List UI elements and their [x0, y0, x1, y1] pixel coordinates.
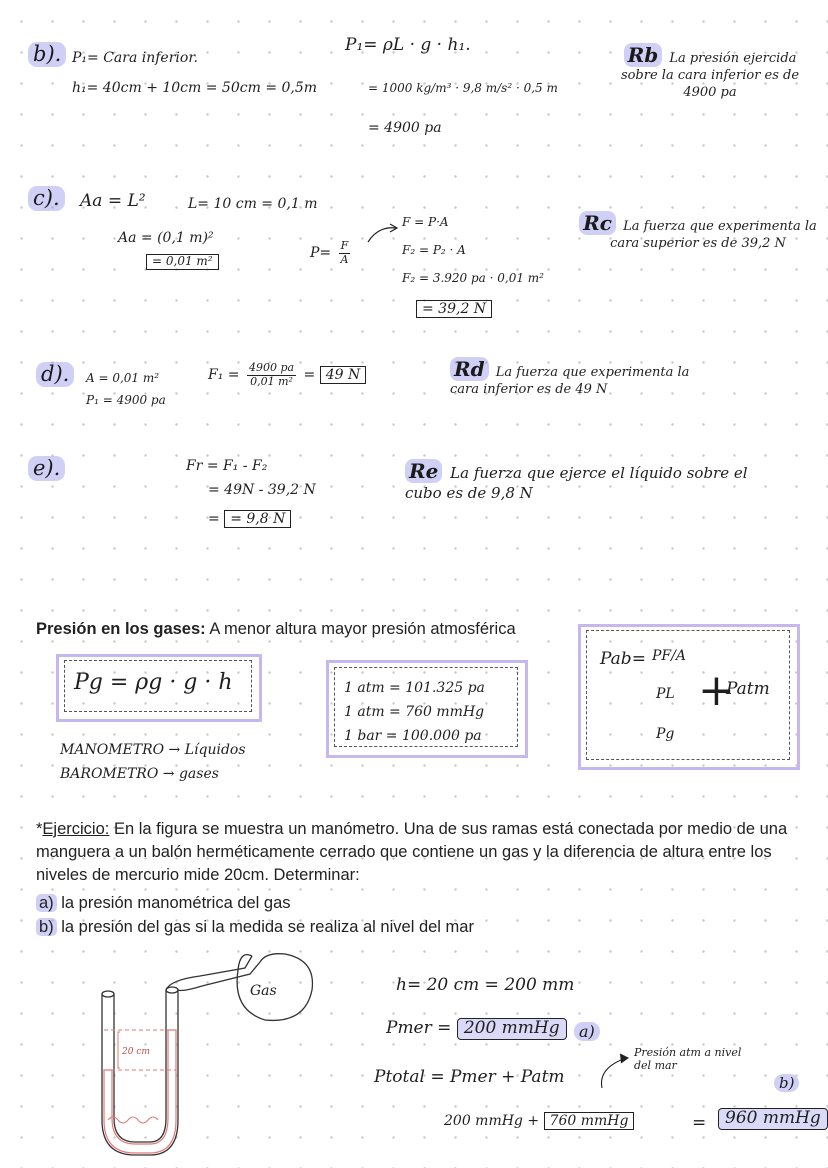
gas-label: Gas	[250, 983, 277, 999]
solution-h: h= 20 cm = 200 mm	[396, 975, 575, 995]
solution-sum-left: 200 mmHg +	[444, 1113, 540, 1129]
c-area-result-box: = 0,01 m²	[146, 254, 219, 270]
conv-line2: 1 atm = 760 mmHg	[344, 704, 485, 720]
exercise-item-b	[36, 916, 474, 939]
e-line3: = = 9,8 N	[208, 510, 291, 528]
c-answer-text: La fuerza que experimenta la cara superior es de 39,2 N	[610, 219, 817, 251]
d-f1-formula	[208, 362, 366, 388]
exercise-prefix: *	[36, 820, 43, 838]
c-area-calc: Aa = (0,1 m)²	[118, 230, 214, 246]
solution-equals: =	[692, 1113, 707, 1133]
solution-note: Presión atm a nivel del mar	[634, 1046, 742, 1073]
solution-tag-b: b)	[774, 1074, 799, 1092]
gases-heading-bold: Presión en los gases:	[36, 620, 206, 638]
solution-sum-box: 760 mmHg	[544, 1112, 635, 1130]
exercise-item-b-text: la presión del gas si la medida se realiza al nivel del mar	[56, 918, 474, 936]
pab-patm: Patm	[726, 679, 770, 699]
d-answer-tag: Rd	[450, 357, 489, 381]
pab-option-pl: PL	[656, 686, 675, 702]
solution-final	[718, 1108, 828, 1130]
c-force-result-box: = 39,2 N	[416, 300, 492, 318]
conv-line1: 1 atm = 101.325 pa	[344, 680, 485, 696]
c-pressure-num: F	[340, 239, 349, 252]
exercise-text: En la figura se muestra un manómetro. Una de sus ramas está conectada por medio de una manguera a un balón herméticamente cerrado que contiene un gas y la diferencia de altura entre los niveles de mercurio mide 20cm. Determinar:	[36, 820, 788, 885]
c-area-formula: Aa = L²	[80, 191, 146, 211]
b-def-p1: P₁= Cara inferior.	[72, 50, 198, 66]
solution-final-box: 960 mmHg	[718, 1108, 828, 1130]
c-pressure-den: A	[340, 252, 349, 266]
conv-line3: 1 bar = 100.000 pa	[344, 728, 482, 744]
e-answer-text: La fuerza que ejerce el líquido sobre el cubo es de 9,8 N	[405, 464, 748, 502]
curved-arrow-icon	[366, 222, 400, 246]
pg-formula: Pg = ρg · g · h	[74, 670, 233, 695]
pab-label: Pab=	[600, 649, 646, 669]
pab-plus: +	[698, 665, 735, 716]
b-answer-block	[620, 42, 800, 102]
e-line1: Fr = F₁ - F₂	[186, 458, 268, 474]
label-b: b).	[28, 42, 66, 67]
label-d: d).	[36, 362, 74, 387]
d-equals: =	[303, 367, 316, 384]
gases-heading-rest: A menor altura mayor presión atmosférica	[205, 620, 516, 638]
d-f1-fraction	[247, 362, 296, 388]
solution-pmer	[386, 1018, 567, 1040]
c-force-result	[416, 300, 492, 318]
exercise-item-b-tag: b)	[36, 918, 57, 936]
b-answer-tag: Rb	[624, 43, 663, 67]
label-e: e).	[28, 456, 65, 481]
c-pressure-lhs: P=	[310, 245, 332, 262]
note-arrow-icon	[596, 1050, 632, 1090]
gases-heading	[36, 618, 516, 641]
solution-tag-a: a)	[574, 1022, 600, 1041]
height-label: 20 cm	[122, 1047, 150, 1057]
solution-sum	[444, 1112, 634, 1130]
e-line3-box: = 9,8 N	[224, 510, 291, 528]
exercise-item-a-text: la presión manométrica del gas	[56, 894, 291, 912]
d-f1-num: 4900 pa	[248, 361, 295, 374]
label-c: c).	[28, 186, 65, 211]
b-h1: h₁= 40cm + 10cm = 50cm = 0,5m	[72, 80, 318, 96]
c-force-calc: F₂ = 3.920 pa · 0,01 m²	[402, 271, 544, 285]
barometro-note: BAROMETRO → gases	[60, 766, 219, 782]
c-force1: F = P·A	[402, 215, 449, 229]
exercise-item-a-tag: a)	[36, 894, 57, 912]
c-pressure-fraction	[339, 240, 351, 266]
d-f1-result: 49 N	[320, 366, 367, 384]
b-result: = 4900 pa	[368, 120, 442, 136]
d-f1-den: 0,01 m²	[250, 374, 293, 388]
solution-ptotal: Ptotal = Pmer + Patm	[374, 1067, 565, 1087]
c-side: L= 10 cm = 0,1 m	[188, 196, 318, 212]
d-f1-lhs: F₁ =	[208, 367, 240, 384]
e-answer-tag: Re	[405, 459, 442, 483]
d-answer-text: La fuerza que experimenta la cara inferior es de 49 N	[450, 365, 690, 397]
c-area-result	[146, 254, 219, 270]
pab-option-pg: Pg	[656, 726, 675, 742]
e-answer-block	[405, 458, 775, 504]
exercise-statement	[36, 818, 796, 887]
solution-pmer-lhs: Pmer =	[386, 1018, 452, 1038]
d-area: A = 0,01 m²	[86, 371, 160, 385]
manometro-note: MANOMETRO → Líquidos	[60, 742, 246, 758]
c-pressure-formula	[310, 240, 353, 266]
e-line2: = 49N - 39,2 N	[208, 482, 316, 498]
d-answer-block	[450, 356, 700, 399]
c-answer-block	[578, 210, 818, 253]
manometer-diagram	[90, 950, 320, 1165]
b-answer-text: La presión ejercida sobre la cara inferior es de 4900 pa	[620, 51, 800, 100]
exercise-title: Ejercicio:	[42, 820, 110, 838]
c-answer-tag: Rc	[579, 211, 616, 235]
exercise-item-a	[36, 892, 291, 915]
solution-pmer-result: 200 mmHg	[457, 1018, 567, 1040]
c-force2: F₂ = P₂ · A	[402, 243, 466, 257]
b-calc: = 1000 kg/m³ · 9,8 m/s² · 0,5 m	[368, 81, 558, 95]
pab-option-pf-a: PF/A	[652, 648, 686, 664]
b-formula: P₁= ρL · g · h₁.	[345, 35, 471, 55]
d-p1: P₁ = 4900 pa	[86, 393, 166, 407]
